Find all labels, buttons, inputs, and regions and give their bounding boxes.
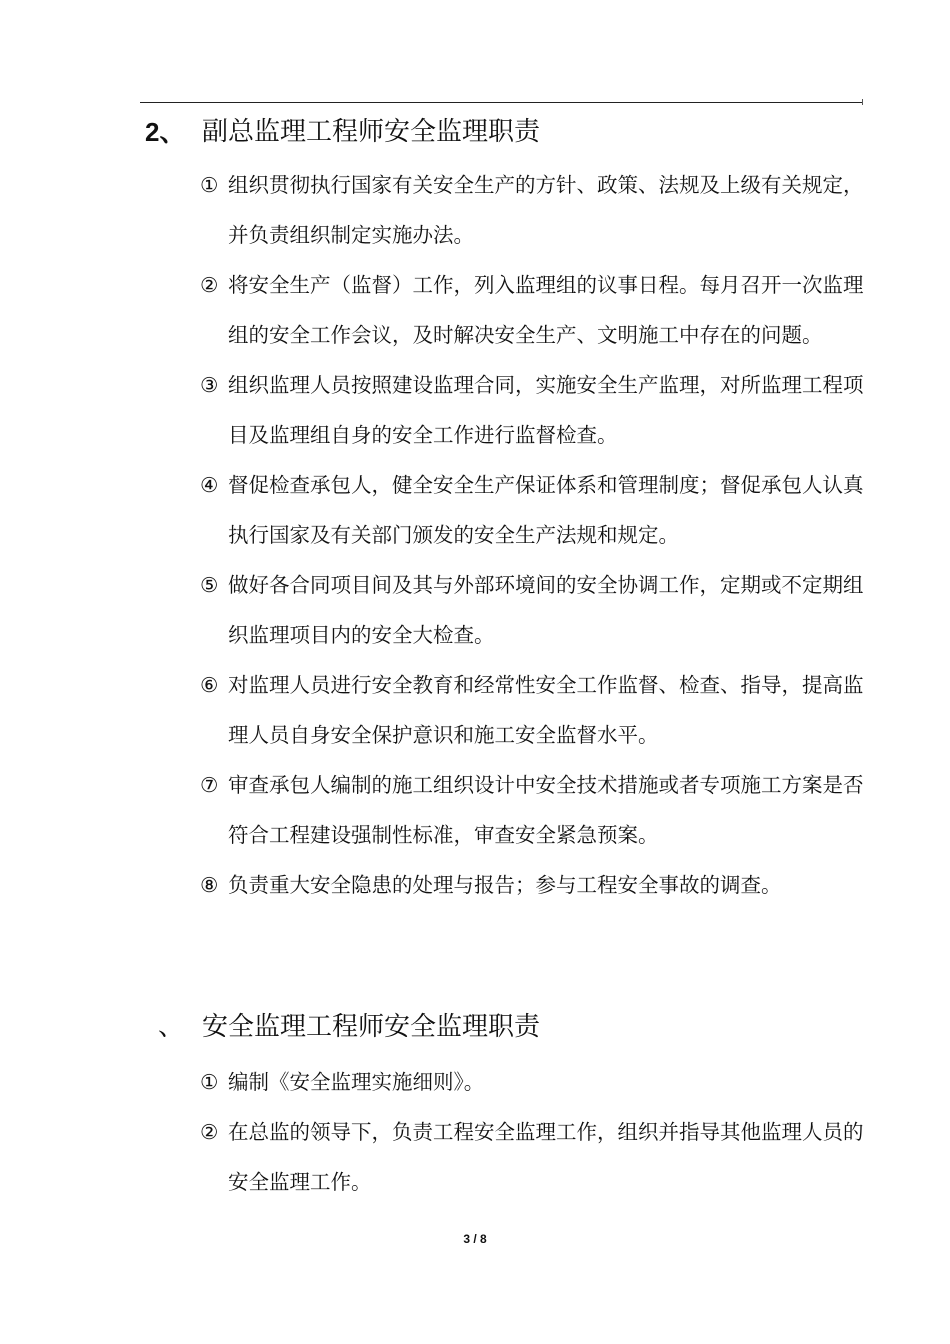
item-text: 督促检查承包人，健全安全生产保证体系和管理制度；督促承包人认真执行国家及有关部门颁发的安全生产法规和规定。 [228,473,864,547]
list-item [202,660,867,760]
item-marker: ① [200,1070,219,1094]
list-item [202,460,867,560]
list-item [202,1057,867,1107]
item-marker: ④ [200,473,219,497]
item-text: 编制《安全监理实施细则》。 [228,1070,485,1094]
item-text: 组织监理人员按照建设监理合同，实施安全生产监理，对所监理工程项目及监理组自身的安全工作进行监督检查。 [228,373,864,447]
list-item [202,160,867,260]
item-marker: ① [200,173,219,197]
item-marker: ② [200,1120,219,1144]
list-item [202,860,867,910]
section-2-heading [0,110,950,154]
item-text: 负责重大安全隐患的处理与报告；参与工程安全事故的调查。 [228,873,782,897]
list-item [202,1107,867,1207]
list-item [202,560,867,660]
page-indicator: 3 / 8 [463,1232,487,1246]
section-2-title: 副总监理工程师安全监理职责 [202,117,541,147]
item-text: 组织贯彻执行国家有关安全生产的方针、政策、法规及上级有关规定，并负责组织制定实施办法。 [228,173,864,247]
list-item [202,360,867,460]
item-marker: ② [200,273,219,297]
item-marker: ⑥ [200,673,219,697]
list-item [202,260,867,360]
header-rule-tick [862,99,863,105]
header-rule [140,102,862,103]
section-3-list [202,1057,867,1207]
item-text: 做好各合同项目间及其与外部环境间的安全协调工作，定期或不定期组织监理项目内的安全大检查。 [228,573,864,647]
item-text: 将安全生产（监督）工作，列入监理组的议事日程。每月召开一次监理组的安全工作会议，及时解决安全生产、文明施工中存在的问题。 [228,273,864,347]
section-3-number: 、 [158,1012,185,1042]
item-text: 对监理人员进行安全教育和经常性安全工作监督、检查、指导，提高监理人员自身安全保护意识和施工安全监督水平。 [228,673,864,747]
item-text: 审查承包人编制的施工组织设计中安全技术措施或者专项施工方案是否符合工程建设强制性标准，审查安全紧急预案。 [228,773,864,847]
item-marker: ⑤ [200,573,219,597]
item-text: 在总监的领导下，负责工程安全监理工作，组织并指导其他监理人员的安全监理工作。 [228,1120,864,1194]
item-marker: ⑦ [200,773,219,797]
item-marker: ⑧ [200,873,219,897]
section-2-number: 2、 [145,117,186,147]
section-3-heading [0,1005,950,1049]
list-item [202,760,867,860]
section-2-list [202,160,867,910]
section-3-title: 安全监理工程师安全监理职责 [202,1012,541,1042]
item-marker: ③ [200,373,219,397]
